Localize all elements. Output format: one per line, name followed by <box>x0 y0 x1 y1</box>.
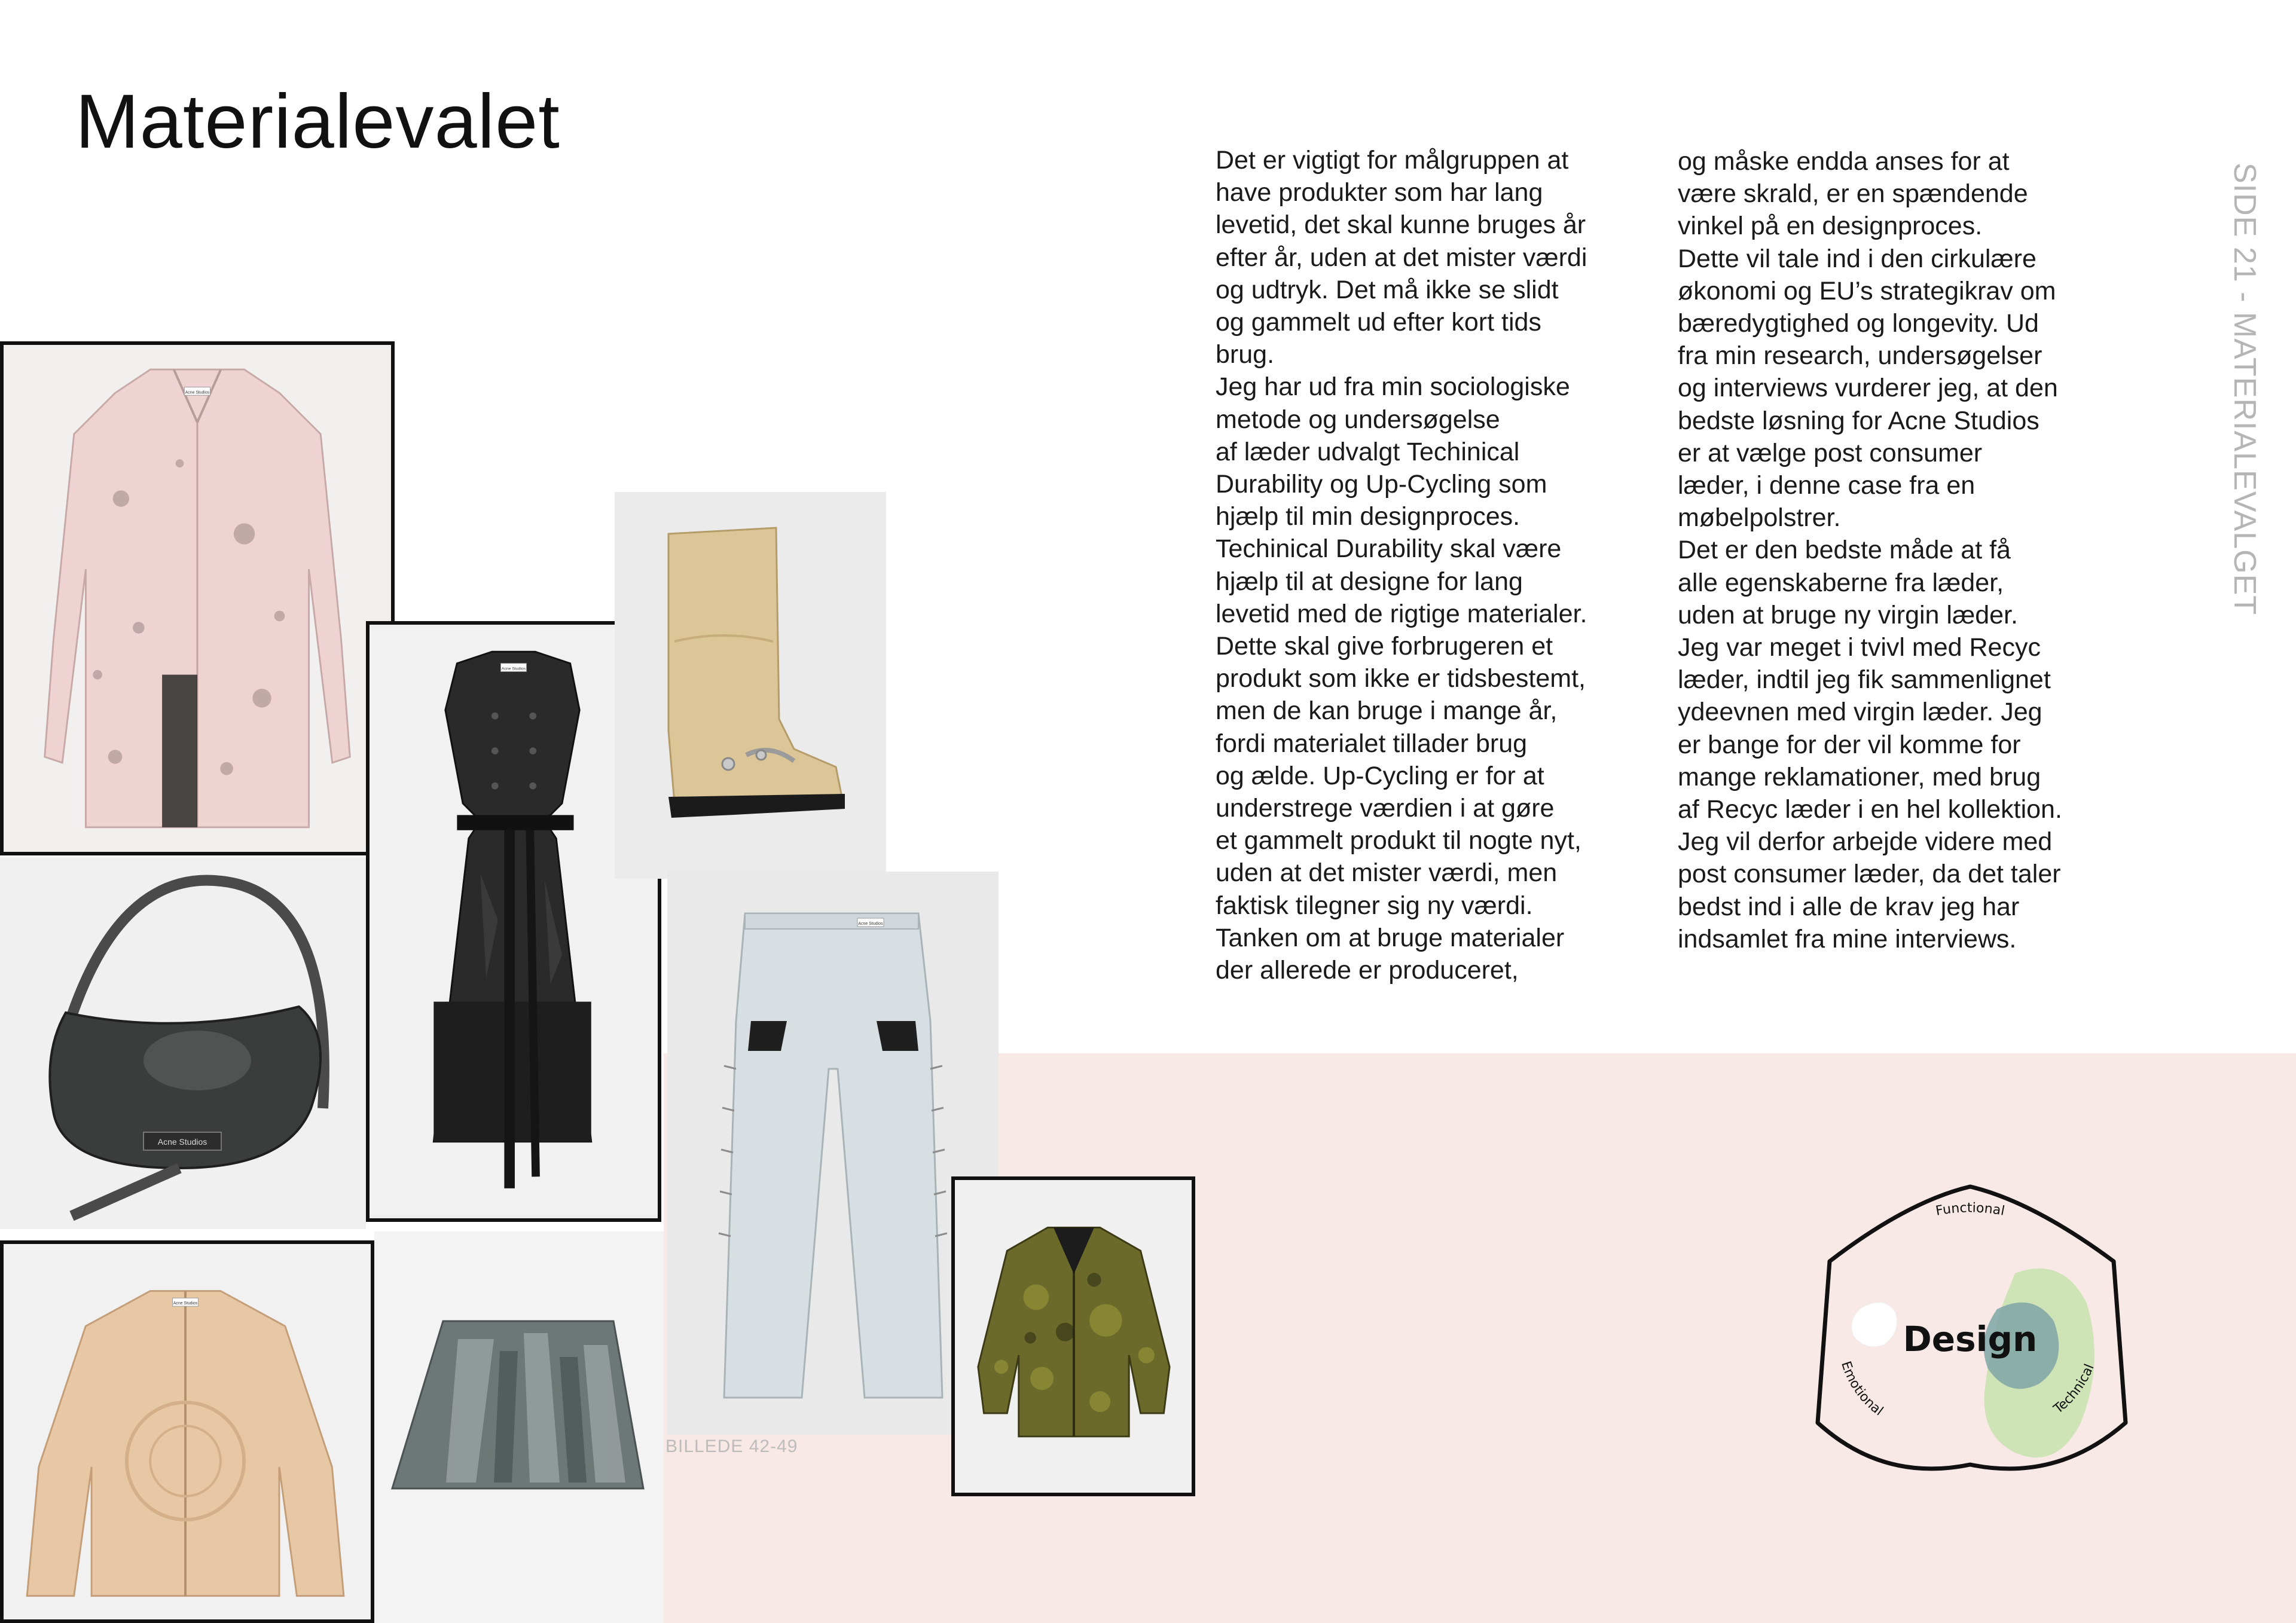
bag-label-text: Acne Studios <box>157 1137 207 1147</box>
text-line: Dette skal give forbrugeren et <box>1216 632 1553 661</box>
boot-illustration <box>615 492 886 879</box>
design-framework-diagram <box>1806 1172 2135 1483</box>
text-line: produkt som ikke er tidsbestemt, <box>1216 664 1586 693</box>
text-line: økonomi og EU’s strategikrav om <box>1678 276 2056 305</box>
text-line: et gammelt produkt til nogte nyt, <box>1216 826 1581 855</box>
jeans-illustration <box>667 872 999 1435</box>
text-line: Det er vigtigt for målgruppen at <box>1216 146 1569 175</box>
photo-olive-marbled-jacket <box>951 1176 1195 1496</box>
text-line: post consumer læder, da det taler <box>1678 860 2061 889</box>
text-line: af læder udvalgt Techinical <box>1216 437 1520 466</box>
diagram-center-label: Design <box>1903 1319 2038 1359</box>
text-line: Jeg vil derfor arbejde videre med <box>1678 827 2053 857</box>
text-line: og interviews vurderer jeg, at den <box>1678 374 2058 403</box>
diagram-svg <box>1806 1172 2135 1483</box>
text-line: fordi materialet tillader brug <box>1216 729 1528 758</box>
text-line: faktisk tilegner sig ny værdi. <box>1216 891 1533 920</box>
dress-label-text: Acne Studios <box>501 667 526 671</box>
text-line: metode og undersøgelse <box>1216 405 1500 434</box>
side-page-label: SIDE 21 - MATERIALEVALGET <box>2227 163 2262 616</box>
photo-pink-leather-coat <box>0 341 395 855</box>
bag-illustration <box>0 857 366 1229</box>
diagram-right-label: Technical <box>2051 1362 2097 1417</box>
text-line: og ælde. Up-Cycling er for at <box>1216 761 1544 790</box>
text-line: levetid med de rigtige materialer. <box>1216 599 1587 628</box>
text-line: Jeg var meget i tvivl med Recyc <box>1678 633 2041 662</box>
olive-jacket-illustration <box>955 1180 1192 1493</box>
text-line: brug. <box>1216 340 1275 369</box>
diagram-top-label: Functional <box>1934 1200 2006 1219</box>
white-blob <box>1852 1303 1897 1347</box>
photo-white-studded-jeans <box>667 872 999 1435</box>
text-line: hjælp til at designe for lang <box>1216 567 1523 596</box>
diagram-left-label: Emotional <box>1838 1359 1886 1419</box>
text-line: der allerede er produceret, <box>1216 956 1519 985</box>
text-line: af Recyc læder i en hel kollektion. <box>1678 795 2062 824</box>
text-line: Dette vil tale ind i den cirkulære <box>1678 244 2037 273</box>
text-line: Durability og Up-Cycling som <box>1216 470 1547 499</box>
diagram-left-label-wrapper <box>1838 1359 1886 1419</box>
text-line: Jeg har ud fra min sociologiske <box>1216 372 1570 402</box>
text-line: uden at bruge ny virgin læder. <box>1678 600 2018 629</box>
text-line: Techinical Durability skal være <box>1216 534 1562 564</box>
text-line: uden at det mister værdi, men <box>1216 858 1558 888</box>
photo-black-shoulder-bag <box>0 857 366 1229</box>
pink-coat-illustration <box>4 345 391 852</box>
text-line: er at vælge post consumer <box>1678 438 1983 467</box>
photo-grey-marbled-skirt <box>374 1231 664 1623</box>
text-line: bedst ind i alle de krav jeg har <box>1678 892 2020 921</box>
text-line: møbelpolstrer. <box>1678 503 1841 533</box>
text-line: hjælp til min designproces. <box>1216 502 1521 531</box>
text-line: mange reklamationer, med brug <box>1678 762 2041 791</box>
image-caption: BILLEDE 42-49 <box>665 1436 798 1456</box>
text-line: indsamlet fra mine interviews. <box>1678 924 2017 953</box>
text-line: fra min research, undersøgelser <box>1678 341 2042 371</box>
text-line: ydeevnen med virgin læder. Jeg <box>1678 698 2042 727</box>
text-line: og gammelt ud efter kort tids <box>1216 308 1541 337</box>
text-line: læder, indtil jeg fik sammenlignet <box>1678 665 2051 695</box>
text-line: bedste løsning for Acne Studios <box>1678 406 2039 435</box>
text-line: er bange for der vil komme for <box>1678 730 2021 759</box>
text-line: have produkter som har lang <box>1216 178 1543 207</box>
text-column-1 <box>1216 144 1634 986</box>
text-line: Det er den bedste måde at få <box>1678 536 2011 565</box>
text-line: læder, i denne case fra en <box>1678 471 1976 500</box>
photo-beige-boot <box>615 492 886 879</box>
skirt-illustration <box>374 1231 664 1623</box>
tan-jacket-illustration <box>4 1244 371 1619</box>
text-line: alle egenskaberne fra læder, <box>1678 568 2004 597</box>
coat-label-text: Acne Studios <box>185 390 210 395</box>
text-line: levetid, det skal kunne bruges år <box>1216 210 1586 240</box>
text-column-2 <box>1678 145 2132 955</box>
text-line: og udtryk. Det må ikke se slidt <box>1216 275 1559 304</box>
jacket-label-text: Acne Studios <box>173 1301 198 1306</box>
text-line: vinkel på en designproces. <box>1678 212 1983 241</box>
page-title: Materialevalet <box>75 79 560 164</box>
text-line: Tanken om at bruge materialer <box>1216 923 1565 952</box>
text-line: men de kan bruge i mange år, <box>1216 696 1558 726</box>
text-line: bæredygtighed og longevity. Ud <box>1678 309 2039 338</box>
text-line: og måske endda anses for at <box>1678 147 2010 176</box>
text-line: efter år, uden at det mister værdi <box>1216 243 1587 272</box>
text-line: være skrald, er en spændende <box>1678 179 2028 209</box>
photo-tan-suede-jacket <box>0 1240 374 1623</box>
jeans-label-text: Acne Studios <box>858 922 883 926</box>
diagram-top-label-wrapper <box>1934 1200 2005 1218</box>
text-line: understrege værdien i at gøre <box>1216 794 1555 823</box>
